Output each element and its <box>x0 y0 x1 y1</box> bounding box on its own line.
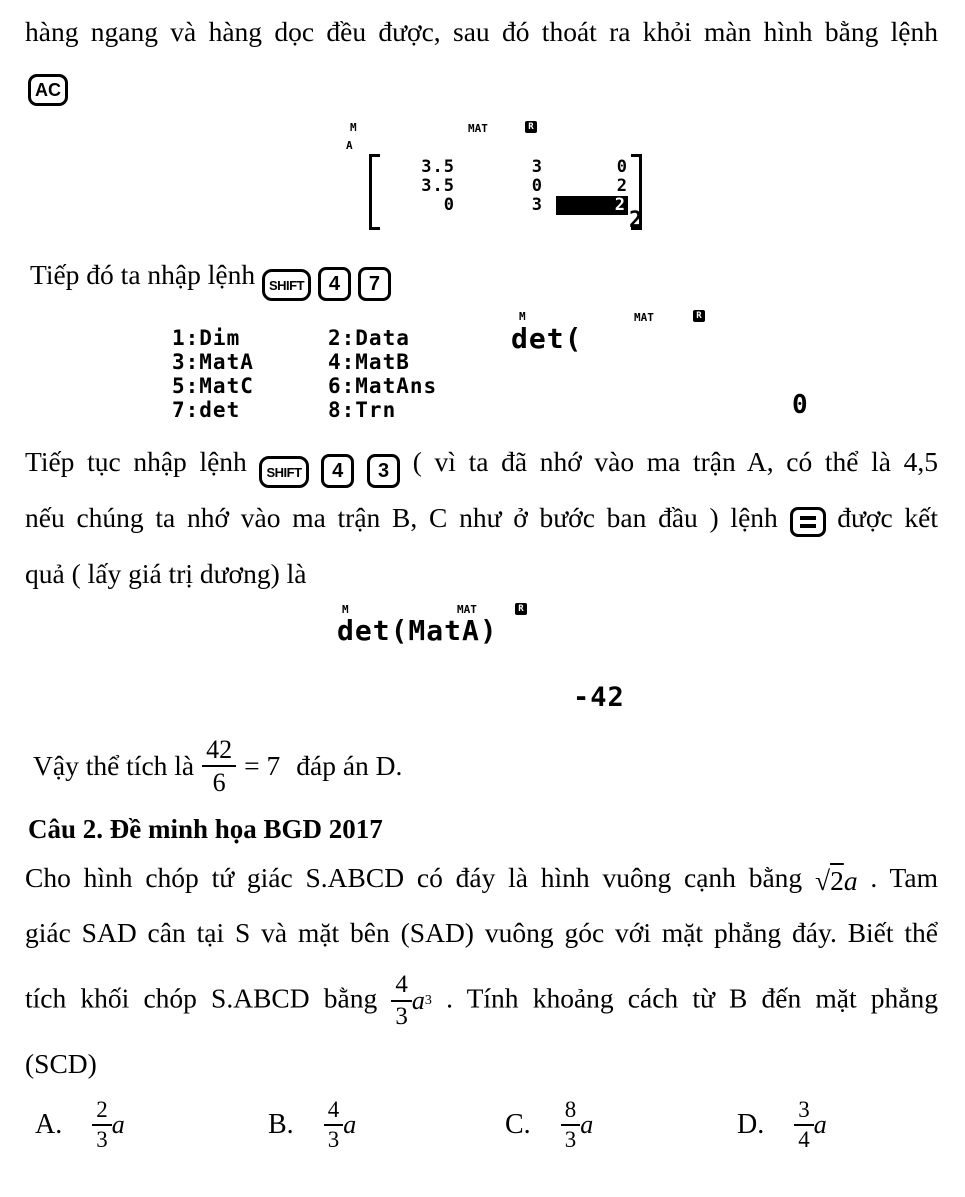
variable-a: a <box>111 1110 125 1140</box>
exponent-3: 3 <box>424 993 432 1009</box>
fraction-4-3 <box>391 972 412 1031</box>
menu-item: 8:Trn <box>328 398 397 422</box>
radian-indicator-icon: R <box>515 603 527 615</box>
conclusion-tail: đáp án D. <box>296 750 403 782</box>
equals-key <box>790 507 826 537</box>
mat-mode-indicator: MAT <box>468 122 488 135</box>
matrix-cell: 3.5 <box>421 157 455 177</box>
memory-indicator: M <box>519 310 526 323</box>
menu-item: 5:MatC <box>172 374 254 398</box>
matrix-bracket-left <box>369 154 380 230</box>
matrix-cell: 2 <box>616 176 628 196</box>
matrix-grid <box>380 158 628 215</box>
question-2-heading: Câu 2. Đề minh họa BGD 2017 <box>28 814 383 844</box>
fraction-numerator: 2 <box>92 1098 112 1126</box>
menu-item: 4:MatB <box>328 350 410 374</box>
option-label: D. <box>737 1109 765 1141</box>
fraction-denominator: 3 <box>96 1127 108 1153</box>
option-fraction <box>324 1098 344 1152</box>
option-c <box>505 1098 593 1152</box>
memory-indicator: M <box>342 603 349 616</box>
question-2-line-3 <box>25 972 938 1031</box>
fraction-numerator: 3 <box>794 1098 814 1126</box>
question-2-line-1-text: Cho hình chóp tứ giác S.ABCD có đáy là hình vuông cạnh bằng <box>25 862 803 893</box>
radian-indicator-icon: R <box>693 310 705 322</box>
conclusion-equals: = 7 <box>244 750 281 782</box>
matrix-cell: 0 <box>443 195 455 215</box>
option-a <box>35 1098 125 1152</box>
ac-key: AC <box>28 74 68 106</box>
menu-item: 6:MatAns <box>328 374 438 398</box>
matrix-cell: 3.5 <box>421 176 455 196</box>
line-shift-4-7 <box>30 257 391 301</box>
menu-item: 1:Dim <box>172 326 241 350</box>
shift-key: SHIFT <box>259 456 308 488</box>
paragraph-2-line-2-tail: được kết <box>837 502 939 533</box>
question-2-line-3-tail: . Tính khoảng cách từ B đến mặt phẳng <box>446 982 938 1014</box>
option-label: B. <box>268 1109 294 1141</box>
menu-item: 3:MatA <box>172 350 254 374</box>
calc-screen-matrix-menu <box>172 326 437 422</box>
variable-a: a <box>843 864 858 896</box>
mat-mode-indicator: MAT <box>634 311 654 324</box>
matrix-cell: 0 <box>531 176 543 196</box>
conclusion-lead: Vậy thể tích là <box>33 750 195 782</box>
matrix-cell: 0 <box>616 157 628 177</box>
option-b <box>268 1098 356 1152</box>
variable-a: a <box>343 1110 357 1140</box>
option-value <box>324 1098 357 1152</box>
menu-row <box>172 374 437 398</box>
menu-row <box>172 326 437 350</box>
paragraph-2-line-1 <box>25 444 938 488</box>
fraction-denominator: 6 <box>212 768 226 798</box>
calc-screen-matrix-editor <box>335 116 655 238</box>
question-2-line-4: (SCD) <box>25 1048 97 1079</box>
paragraph-2-line-2 <box>25 500 938 537</box>
selected-cell-highlight: 2 <box>556 196 628 215</box>
radian-indicator-icon: R <box>525 121 537 133</box>
fraction-denominator: 3 <box>564 1127 577 1153</box>
menu-item: 2:Data <box>328 326 410 350</box>
option-label: A. <box>35 1109 63 1141</box>
memory-indicator: M <box>350 121 357 134</box>
fraction-42-6 <box>202 736 236 797</box>
calc-screen-det-mata <box>337 598 657 714</box>
option-d <box>737 1098 827 1152</box>
paragraph-2-line-3: quả ( lấy giá trị dương) là <box>25 558 307 589</box>
variable-a: a <box>411 986 425 1016</box>
seven-key: 7 <box>358 267 391 301</box>
menu-row <box>172 398 437 422</box>
mat-mode-indicator: MAT <box>457 603 477 616</box>
menu-item: 7:det <box>172 398 241 422</box>
question-2-line-3-text: tích khối chóp S.ABCD bằng <box>25 982 378 1014</box>
option-value <box>561 1098 594 1152</box>
option-label: C. <box>505 1109 531 1141</box>
question-2-line-2: giác SAD cân tại S và mặt bên (SAD) vuông góc với mặt phẳng đáy. Biết thể <box>25 917 938 948</box>
volume-expression <box>391 972 432 1031</box>
conclusion-line <box>33 736 402 797</box>
matrix-cell-selected <box>543 196 628 215</box>
radicand: 2 <box>830 864 844 896</box>
fraction-denominator: 3 <box>395 1003 408 1031</box>
paragraph-2-line-2-text: nếu chúng ta nhớ vào ma trận B, C như ở bước ban đầu ) lệnh <box>25 502 778 533</box>
paragraph-2-tail: ( vì ta đã nhớ vào ma trận A, có thể là 4,5 <box>412 446 939 477</box>
variable-a: a <box>580 1110 594 1140</box>
fraction-numerator: 4 <box>324 1098 344 1126</box>
fraction-numerator: 42 <box>202 736 236 767</box>
four-key: 4 <box>318 267 351 301</box>
question-2-line-1 <box>25 860 938 899</box>
fraction-numerator: 8 <box>561 1098 581 1126</box>
lcd-result: -42 <box>573 682 625 713</box>
question-2-line-1-tail: . Tam <box>870 862 939 893</box>
paragraph-1: hàng ngang và hàng dọc đều được, sau đó thoát ra khỏi màn hình bằng lệnh <box>25 16 938 47</box>
option-fraction <box>561 1098 581 1152</box>
lcd-input-line: det( <box>511 322 583 355</box>
option-value <box>92 1098 125 1152</box>
paragraph-2-lead: Tiếp tục nhập lệnh <box>25 446 247 477</box>
sqrt-2a-expression <box>815 863 858 899</box>
menu-row <box>172 350 437 374</box>
selected-cell-value: 2 <box>629 208 643 233</box>
lcd-input-line: det(MatA) <box>337 614 498 647</box>
lcd-result: 0 <box>792 390 809 420</box>
fraction-denominator: 4 <box>798 1127 810 1153</box>
shift-key: SHIFT <box>262 269 311 301</box>
variable-a: a <box>813 1110 827 1140</box>
radical-sign: √ <box>814 864 831 896</box>
option-fraction <box>92 1098 112 1152</box>
fraction-numerator: 4 <box>391 972 412 1002</box>
matrix-name-indicator: A <box>346 139 353 152</box>
fraction-denominator: 3 <box>327 1127 340 1153</box>
line-shift-4-7-text: Tiếp đó ta nhập lệnh <box>30 259 256 290</box>
four-key: 4 <box>321 454 354 488</box>
calc-screen-det <box>505 306 820 422</box>
matrix-cell: 3 <box>531 157 543 177</box>
three-key: 3 <box>367 454 400 488</box>
option-fraction <box>794 1098 814 1152</box>
matrix-cell: 3 <box>531 195 543 215</box>
option-value <box>794 1098 827 1152</box>
